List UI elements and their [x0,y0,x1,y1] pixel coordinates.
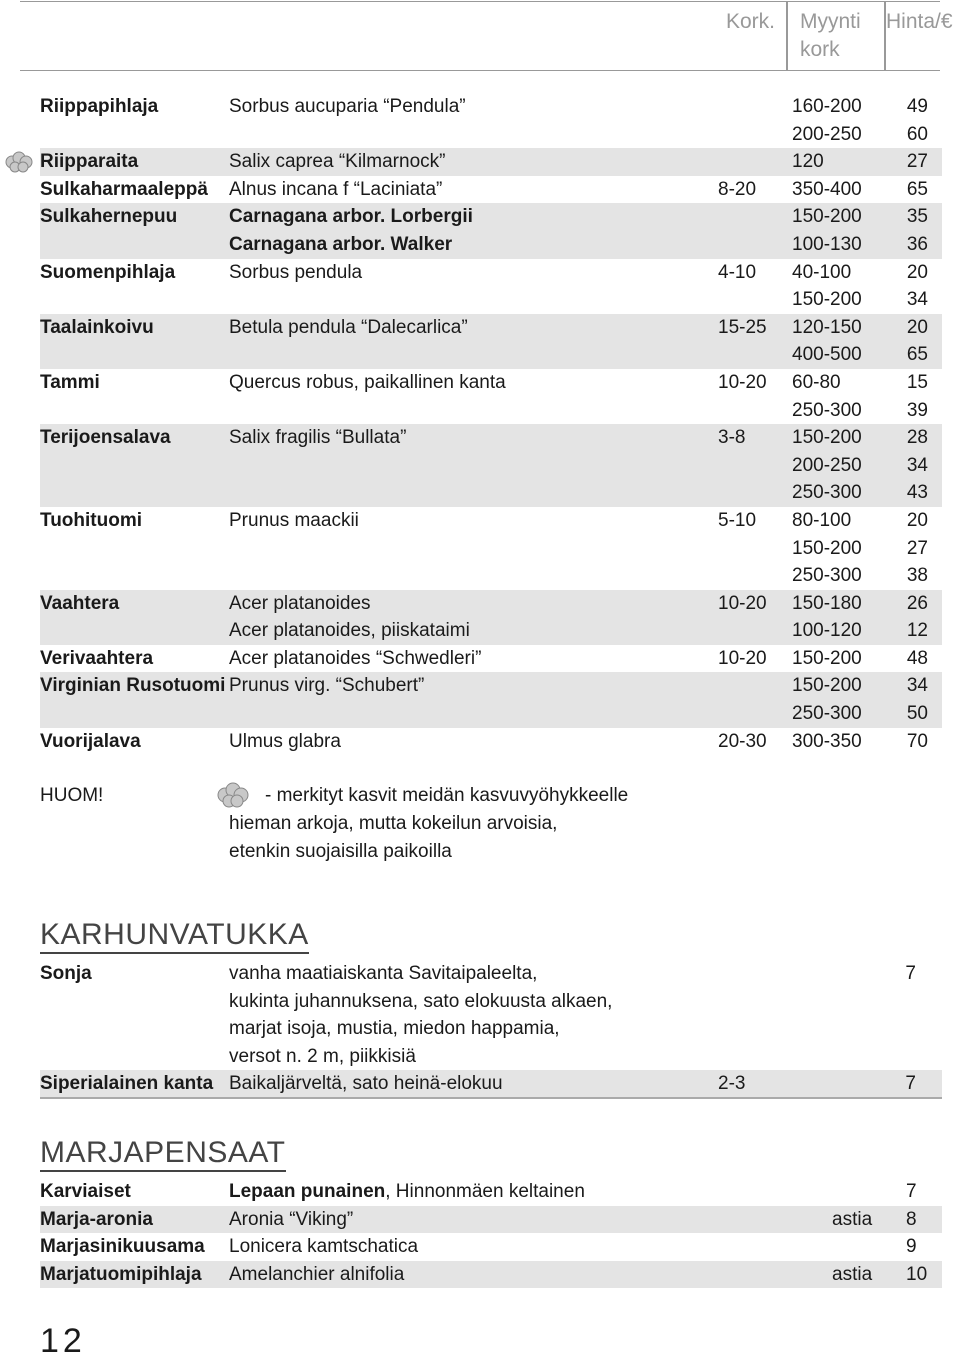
item-unit: astia [832,1263,873,1285]
price-value: 20 [906,316,928,338]
myynti-kork-value: 150-200 [792,289,862,311]
table-row [40,1233,942,1261]
item-price: 8 [906,1208,917,1230]
flower-cluster-icon [215,782,251,808]
price-value: 49 [906,96,928,117]
header-kork: Kork. [726,10,776,33]
price-value: 12 [906,620,928,642]
table-row [40,93,942,121]
table-row [40,1261,942,1289]
myynti-kork-value: 200-250 [792,123,862,145]
plant-name: Sulkahernepuu [40,206,178,228]
plant-name: Terijoensalava [40,427,171,449]
myynti-kork-value: 250-300 [792,399,862,421]
note-label: HUOM! [40,785,104,806]
myynti-kork-value: 400-500 [792,344,862,366]
header-hinta: Hinta/€ [886,10,953,33]
plant-latin: Alnus incana f “Laciniata” [229,178,443,200]
myynti-kork-value: 100-130 [792,233,862,255]
table-row [40,1178,942,1206]
myynti-kork-value: 150-200 [792,647,862,669]
price-value: 60 [906,123,928,145]
plant-latin: Prunus maackii [229,509,359,531]
table-row [40,617,942,645]
table-row [40,507,942,535]
myynti-kork-value: 150-200 [792,206,862,228]
price-value: 43 [906,482,928,504]
item-desc [229,1206,353,1234]
kork-value: 4-10 [718,261,757,283]
item-desc: Baikaljärveltä, sato heinä-elokuu [229,1073,503,1095]
header-top-rule [20,1,940,2]
item-kork: 2-3 [718,1073,746,1095]
table-row [40,700,942,728]
myynti-kork-value: 150-200 [792,675,862,697]
table-row [40,562,942,590]
myynti-kork-value: 150-200 [792,427,862,449]
plant-latin: Carnagana arbor. Lorbergii [229,206,473,228]
header-divider [786,1,788,70]
table-row [40,645,942,673]
item-unit: astia [832,1208,873,1230]
price-value: 27 [906,151,928,173]
plant-latin: Acer platanoides [229,592,371,614]
item-desc: marjat isoja, mustia, miedon happamia, [229,1018,560,1040]
kork-value: 20-30 [718,730,767,752]
table-row [40,452,942,480]
price-value: 35 [906,206,928,228]
kork-value: 10-20 [718,647,767,669]
note-line-1: - merkityt kasvit meidän kasvuvyöhykkeelle [265,785,629,806]
plant-latin: Salix caprea “Kilmarnock” [229,151,446,173]
item-desc-bold: Lepaan punainen [229,1181,386,1202]
table-row [40,479,942,507]
myynti-kork-value: 120 [792,151,824,173]
karhunvatukka-table [40,960,942,1098]
myynti-kork-value: 120-150 [792,316,862,338]
plant-latin: Acer platanoides, piiskataimi [229,620,470,642]
tree-price-table [40,93,942,755]
myynti-kork-value: 150-200 [792,537,862,559]
myynti-kork-value: 100-120 [792,620,862,642]
kork-value: 15-25 [718,316,767,338]
price-value: 34 [906,289,928,311]
price-value: 38 [906,565,928,587]
price-value: 65 [906,344,928,366]
table-row [40,148,942,176]
table-row [40,341,942,369]
header-bottom-rule [20,70,940,71]
header-myynti: Myynti [800,10,861,33]
table-row [40,397,942,425]
item-price: 9 [906,1236,917,1258]
item-name: Siperialainen kanta [40,1073,214,1095]
kork-value: 10-20 [718,371,767,393]
table-row [40,369,942,397]
myynti-kork-value: 250-300 [792,482,862,504]
plant-latin: Betula pendula “Dalecarlica” [229,316,468,338]
plant-latin: Sorbus aucuparia “Pendula” [229,96,466,117]
price-value: 36 [906,233,928,255]
myynti-kork-value: 160-200 [792,96,862,117]
table-row [40,535,942,563]
plant-name: Virginian Rusotuomi [40,675,226,697]
section-title-marjapensaat: MARJAPENSAAT [40,1136,286,1169]
plant-name: Vuorijalava [40,730,141,752]
plant-name: Taalainkoivu [40,316,154,338]
plant-latin: Acer platanoides “Schwedleri” [229,647,482,669]
item-price: 7 [905,963,916,984]
table-row [40,231,942,259]
kork-value: 5-10 [718,509,757,531]
plant-name: Verivaahtera [40,647,154,669]
price-value: 48 [906,647,928,669]
myynti-kork-value: 350-400 [792,178,862,200]
item-name: Marjatuomipihlaja [40,1263,202,1285]
price-value: 70 [906,730,928,752]
price-value: 27 [906,537,928,559]
price-value: 28 [906,427,928,449]
marjapensaat-table [40,1178,942,1288]
note-line-3: etenkin suojaisilla paikoilla [229,841,452,862]
table-row [40,259,942,287]
item-desc: versot n. 2 m, piikkisiä [229,1045,416,1067]
myynti-kork-value: 40-100 [792,261,852,283]
section-title-karhunvatukka: KARHUNVATUKKA [40,918,309,951]
myynti-kork-value: 250-300 [792,703,862,725]
plant-name: Riippapihlaja [40,96,159,117]
item-desc [229,1233,418,1261]
price-value: 26 [906,592,928,614]
plant-latin: Quercus robus, paikallinen kanta [229,371,506,393]
plant-name: Riipparaita [40,151,139,173]
item-name: Marjasinikuusama [40,1236,205,1258]
plant-latin: Prunus virg. “Schubert” [229,675,425,697]
table-row [40,672,942,700]
plant-latin: Sorbus pendula [229,261,363,283]
plant-latin: Carnagana arbor. Walker [229,233,453,255]
header-myynti-kork: kork [800,38,840,61]
price-value: 34 [906,675,928,697]
kork-value: 8-20 [718,178,757,200]
price-value: 20 [906,509,928,531]
item-desc: kukinta juhannuksena, sato elokuusta alkaen, [229,990,613,1012]
item-price: 7 [906,1181,917,1202]
table-row [40,424,942,452]
table-row [40,1206,942,1234]
plant-latin: Ulmus glabra [229,730,341,752]
item-price: 10 [906,1263,928,1285]
section-divider [40,1097,942,1099]
item-name: Sonja [40,963,92,984]
item-name: Karviaiset [40,1181,131,1202]
item-name: Marja-aronia [40,1208,153,1230]
myynti-kork-value: 60-80 [792,371,841,393]
price-value: 20 [906,261,928,283]
table-row [40,176,942,204]
flower-cluster-icon [3,151,35,173]
table-row [40,590,942,618]
plant-name: Sulkaharmaaleppä [40,178,208,200]
plant-name: Vaahtera [40,592,120,614]
item-desc-text: Aronia “Viking” [229,1208,354,1230]
myynti-kork-value: 150-180 [792,592,862,614]
myynti-kork-value: 300-350 [792,730,862,752]
table-row [40,314,942,342]
plant-name: Suomenpihlaja [40,261,176,283]
table-row [40,121,942,149]
price-value: 50 [906,703,928,725]
table-row [40,286,942,314]
item-desc-text: Amelanchier alnifolia [229,1263,405,1285]
plant-name: Tammi [40,371,100,393]
table-row [40,203,942,231]
price-value: 65 [906,178,928,200]
price-value: 34 [906,454,928,476]
item-desc-text: Lonicera kamtschatica [229,1236,419,1258]
myynti-kork-value: 200-250 [792,454,862,476]
item-desc-text: , Hinnonmäen keltainen [385,1181,585,1202]
item-desc: vanha maatiaiskanta Savitaipaleelta, [229,963,538,984]
item-desc [229,1261,404,1289]
plant-name: Tuohituomi [40,509,143,531]
item-price: 7 [905,1073,916,1095]
myynti-kork-value: 80-100 [792,509,852,531]
page-number: 12 [40,1322,86,1360]
table-row [40,728,942,756]
note-line-2: hieman arkoja, mutta kokeilun arvoisia, [229,813,558,834]
price-value: 15 [906,371,928,393]
item-desc [229,1178,585,1206]
plant-latin: Salix fragilis “Bullata” [229,427,407,449]
kork-value: 10-20 [718,592,767,614]
price-value: 39 [906,399,928,421]
kork-value: 3-8 [718,427,746,449]
myynti-kork-value: 250-300 [792,565,862,587]
